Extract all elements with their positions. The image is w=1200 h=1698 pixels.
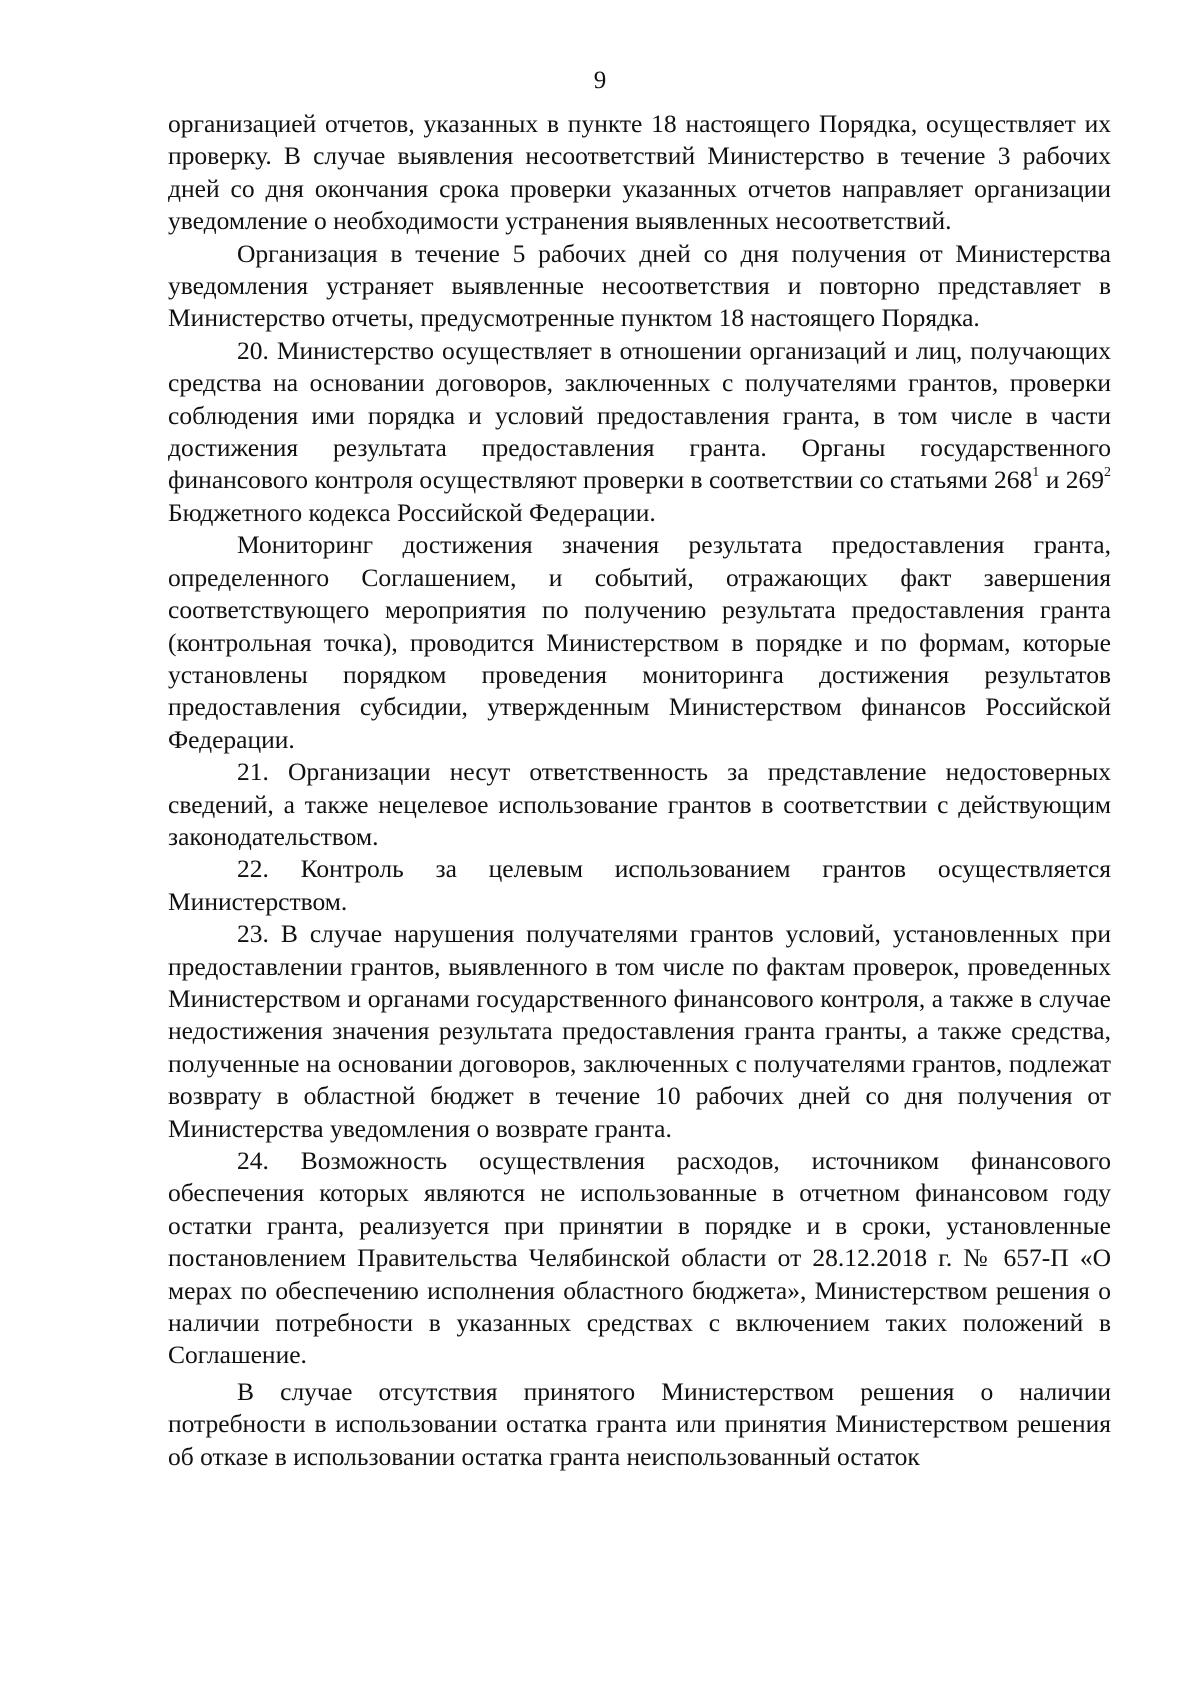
- paragraph-1: организацией отчетов, указанных в пункте 18 настоящего Порядка, осуществляет их проверку. В случае выявления несоответствий Министерство в течение 3 рабочих дней со дня окончания срока проверки указанных отчетов направляет организации уведомление о необходимости устранения выявленных несоответствий.: [168, 109, 1111, 236]
- superscript-1: 1: [1032, 464, 1040, 480]
- paragraph-9: В случае отсутствия принятого Министерством решения о наличии потребности в использовании остатка гранта или принятия Министерством решения об отказе в использовании остатка гранта неиспользованный остаток: [168, 1376, 1111, 1471]
- paragraph-3-text: 20. Министерство осуществляет в отношении организаций и лиц, получающих средства на основании договоров, заключенных с получателями грантов, проверки соблюдения ими порядка и условий предоставления гранта, в том числе в части достижения результата предоставления гранта. Органы государственного финансового контроля осуществляют проверки в соответствии со статьями 268: [168, 335, 1111, 495]
- paragraph-6: 22. Контроль за целевым использованием грантов осуществляется Министерством.: [168, 854, 1111, 916]
- paragraph-3-mid: и 269: [1039, 465, 1104, 495]
- paragraph-2: Организация в течение 5 рабочих дней со дня получения от Министерства уведомления устраняет выявленные несоответствия и повторно представляет в Министерство отчеты, предусмотренные пунктом 18 настоящего Порядка.: [168, 238, 1111, 333]
- paragraph-4: Мониторинг достижения значения результата предоставления гранта, определенного Соглашением, и событий, отражающих факт завершения соответствующего мероприятия по получению результата предоставления гранта (контрольная точка), проводится Министерством в порядке и по формам, которые установлены порядком проведения мониторинга достижения результатов предоставления субсидии, утвержденным Министерством финансов Российской Федерации.: [168, 530, 1111, 754]
- document-body: [168, 108, 1111, 1473]
- paragraph-8: 24. Возможность осуществления расходов, источником финансового обеспечения которых являются не использованные в отчетном финансовом году остатки гранта, реализуется при принятии в порядке и в сроки, установленные постановлением Правительства Челябинской области от 28.12.2018 г. № 657-П «О мерах по обеспечению исполнения областного бюджета», Министерством решения о наличии потребности в указанных средствах с включением таких положений в Соглашение.: [168, 1146, 1111, 1370]
- superscript-2: 2: [1104, 464, 1111, 480]
- paragraph-3: [168, 335, 1111, 529]
- paragraph-3-end: Бюджетного кодекса Российской Федерации.: [168, 497, 656, 527]
- paragraph-5: 21. Организации несут ответственность за представление недостоверных сведений, а также нецелевое использование грантов в соответствии с действующим законодательством.: [168, 757, 1111, 851]
- page-number: 9: [593, 67, 607, 94]
- paragraph-7: 23. В случае нарушения получателями грантов условий, установленных при предоставлении грантов, выявленного в том числе по фактам проверок, проведенных Министерством и органами государственного финансового контроля, а также в случае недостижения значения результата предоставления гранта гранты, а также средства, полученные на основании договоров, заключенных с получателями грантов, подлежат возврату в областной бюджет в течение 10 рабочих дней со дня получения от Министерства уведомления о возврате гранта.: [168, 919, 1111, 1143]
